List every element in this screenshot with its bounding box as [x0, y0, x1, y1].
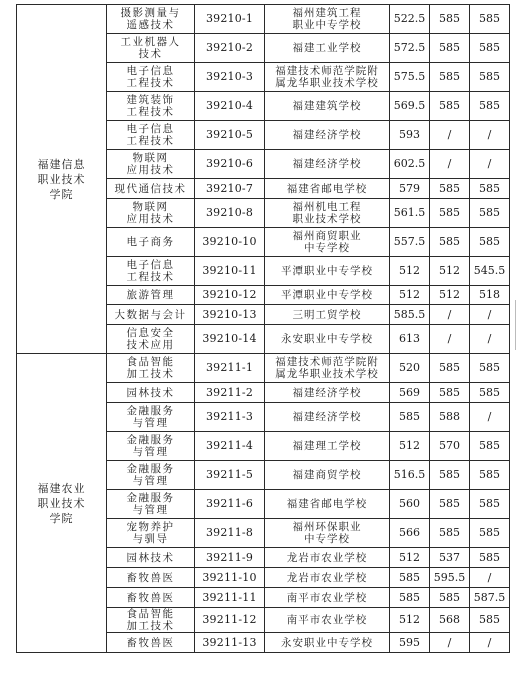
school-cell: 永安职业中专学校	[265, 633, 390, 653]
major-cell: 园林技术	[107, 383, 195, 403]
score-cell: 585	[430, 228, 470, 257]
major-cell: 畜牧兽医	[107, 588, 195, 608]
score-cell: 579	[390, 179, 430, 199]
score-cell: 585	[430, 354, 470, 383]
major-cell: 食品智能 加工技术	[107, 608, 195, 633]
score-cell: 512	[390, 548, 430, 568]
score-cell: 585	[390, 568, 430, 588]
score-cell: 602.5	[390, 150, 430, 179]
code-cell: 39211-13	[195, 633, 265, 653]
score-cell: 585	[430, 92, 470, 121]
institution-cell: 福建农业 职业技术 学院	[17, 354, 107, 653]
score-cell: /	[470, 633, 510, 653]
score-cell: 545.5	[470, 257, 510, 286]
score-cell: 585	[470, 383, 510, 403]
score-cell: 572.5	[390, 34, 430, 63]
score-cell: 585	[430, 461, 470, 490]
score-cell: /	[470, 121, 510, 150]
school-cell: 福建商贸学校	[265, 461, 390, 490]
major-cell: 电子信息 工程技术	[107, 257, 195, 286]
school-cell: 南平市农业学校	[265, 608, 390, 633]
code-cell: 39211-4	[195, 432, 265, 461]
code-cell: 39210-1	[195, 5, 265, 34]
school-cell: 福州环保职业 中专学校	[265, 519, 390, 548]
score-cell: /	[470, 325, 510, 354]
code-cell: 39210-3	[195, 63, 265, 92]
score-cell: 568	[430, 608, 470, 633]
score-cell: 585	[470, 490, 510, 519]
score-cell: 585	[390, 403, 430, 432]
score-cell: 585	[470, 519, 510, 548]
score-cell: 585	[430, 199, 470, 228]
score-cell: 569	[390, 383, 430, 403]
major-cell: 旅游管理	[107, 286, 195, 305]
score-cell: /	[470, 305, 510, 325]
score-cell: /	[470, 403, 510, 432]
score-cell: 587.5	[470, 588, 510, 608]
score-cell: 557.5	[390, 228, 430, 257]
major-cell: 摄影测量与 遥感技术	[107, 5, 195, 34]
score-cell: 585	[470, 354, 510, 383]
score-cell: 569.5	[390, 92, 430, 121]
school-cell: 福建技术师范学院附 属龙华职业技术学校	[265, 354, 390, 383]
major-cell: 大数据与会计	[107, 305, 195, 325]
code-cell: 39210-11	[195, 257, 265, 286]
school-cell: 龙岩市农业学校	[265, 568, 390, 588]
score-cell: 585	[470, 34, 510, 63]
school-cell: 永安职业中专学校	[265, 325, 390, 354]
score-cell: 585	[470, 5, 510, 34]
score-cell: 585	[470, 228, 510, 257]
school-cell: 福建工业学校	[265, 34, 390, 63]
score-cell: 522.5	[390, 5, 430, 34]
school-cell: 福建理工学校	[265, 432, 390, 461]
score-cell: 585	[430, 519, 470, 548]
major-cell: 金融服务 与管理	[107, 432, 195, 461]
code-cell: 39210-8	[195, 199, 265, 228]
score-cell: /	[470, 150, 510, 179]
major-cell: 金融服务 与管理	[107, 403, 195, 432]
code-cell: 39211-10	[195, 568, 265, 588]
major-cell: 畜牧兽医	[107, 568, 195, 588]
score-cell: 585	[470, 179, 510, 199]
school-cell: 福建经济学校	[265, 121, 390, 150]
major-cell: 电子信息 工程技术	[107, 121, 195, 150]
score-cell: 585	[470, 199, 510, 228]
major-cell: 畜牧兽医	[107, 633, 195, 653]
table-row	[17, 5, 510, 34]
major-cell: 金融服务 与管理	[107, 461, 195, 490]
score-cell: 570	[430, 432, 470, 461]
table-row	[17, 354, 510, 383]
major-cell: 电子信息 工程技术	[107, 63, 195, 92]
score-cell: 595	[390, 633, 430, 653]
score-cell: 588	[430, 403, 470, 432]
score-cell: /	[430, 633, 470, 653]
score-cell: 585	[430, 63, 470, 92]
code-cell: 39211-9	[195, 548, 265, 568]
code-cell: 39211-8	[195, 519, 265, 548]
code-cell: 39211-2	[195, 383, 265, 403]
school-cell: 三明工贸学校	[265, 305, 390, 325]
major-cell: 物联网 应用技术	[107, 199, 195, 228]
score-cell: 512	[390, 608, 430, 633]
code-cell: 39210-10	[195, 228, 265, 257]
score-cell: 512	[390, 257, 430, 286]
score-cell: 585	[430, 179, 470, 199]
score-cell: 613	[390, 325, 430, 354]
score-cell: 585	[470, 63, 510, 92]
score-cell: 585	[390, 588, 430, 608]
score-cell: /	[430, 305, 470, 325]
code-cell: 39210-5	[195, 121, 265, 150]
school-cell: 平潭职业中专学校	[265, 257, 390, 286]
score-cell: 516.5	[390, 461, 430, 490]
score-cell: 512	[390, 432, 430, 461]
score-cell: 585	[430, 490, 470, 519]
code-cell: 39211-6	[195, 490, 265, 519]
school-cell: 福建省邮电学校	[265, 179, 390, 199]
page-edge-mark	[515, 300, 519, 350]
major-cell: 物联网 应用技术	[107, 150, 195, 179]
code-cell: 39210-6	[195, 150, 265, 179]
score-cell: 595.5	[430, 568, 470, 588]
code-cell: 39211-12	[195, 608, 265, 633]
score-cell: 585	[470, 92, 510, 121]
school-cell: 福建技术师范学院附 属龙华职业技术学校	[265, 63, 390, 92]
major-cell: 现代通信技术	[107, 179, 195, 199]
major-cell: 食品智能 加工技术	[107, 354, 195, 383]
school-cell: 福建经济学校	[265, 403, 390, 432]
score-cell: 537	[430, 548, 470, 568]
code-cell: 39210-2	[195, 34, 265, 63]
code-cell: 39210-14	[195, 325, 265, 354]
score-cell: 560	[390, 490, 430, 519]
school-cell: 龙岩市农业学校	[265, 548, 390, 568]
score-cell: 585	[470, 548, 510, 568]
major-cell: 信息安全 技术应用	[107, 325, 195, 354]
score-cell: 566	[390, 519, 430, 548]
admission-score-table	[16, 4, 510, 653]
code-cell: 39210-4	[195, 92, 265, 121]
score-cell: 512	[430, 257, 470, 286]
score-cell: 585	[430, 34, 470, 63]
score-cell: 585	[430, 588, 470, 608]
school-cell: 福建省邮电学校	[265, 490, 390, 519]
school-cell: 福州商贸职业 中专学校	[265, 228, 390, 257]
score-cell: /	[430, 325, 470, 354]
score-cell: 575.5	[390, 63, 430, 92]
score-cell: 518	[470, 286, 510, 305]
school-cell: 福建经济学校	[265, 383, 390, 403]
score-cell: 585	[470, 608, 510, 633]
table-body	[17, 5, 510, 653]
code-cell: 39211-1	[195, 354, 265, 383]
score-cell: 593	[390, 121, 430, 150]
school-cell: 福州机电工程 职业技术学校	[265, 199, 390, 228]
school-cell: 福建经济学校	[265, 150, 390, 179]
major-cell: 工业机器人 技术	[107, 34, 195, 63]
code-cell: 39210-13	[195, 305, 265, 325]
score-cell: 520	[390, 354, 430, 383]
score-cell: 585.5	[390, 305, 430, 325]
major-cell: 宠物养护 与驯导	[107, 519, 195, 548]
major-cell: 金融服务 与管理	[107, 490, 195, 519]
major-cell: 建筑装饰 工程技术	[107, 92, 195, 121]
score-cell: 512	[430, 286, 470, 305]
code-cell: 39211-11	[195, 588, 265, 608]
code-cell: 39211-5	[195, 461, 265, 490]
score-cell: 585	[470, 432, 510, 461]
school-cell: 福建建筑学校	[265, 92, 390, 121]
school-cell: 南平市农业学校	[265, 588, 390, 608]
score-cell: /	[430, 121, 470, 150]
school-cell: 平潭职业中专学校	[265, 286, 390, 305]
score-cell: 512	[390, 286, 430, 305]
major-cell: 电子商务	[107, 228, 195, 257]
major-cell: 园林技术	[107, 548, 195, 568]
institution-cell: 福建信息 职业技术 学院	[17, 5, 107, 354]
code-cell: 39210-12	[195, 286, 265, 305]
score-cell: /	[470, 568, 510, 588]
score-cell: 585	[470, 461, 510, 490]
code-cell: 39211-3	[195, 403, 265, 432]
score-cell: 561.5	[390, 199, 430, 228]
code-cell: 39210-7	[195, 179, 265, 199]
school-cell: 福州建筑工程 职业中专学校	[265, 5, 390, 34]
score-cell: 585	[430, 5, 470, 34]
score-cell: 585	[430, 383, 470, 403]
score-cell: /	[430, 150, 470, 179]
